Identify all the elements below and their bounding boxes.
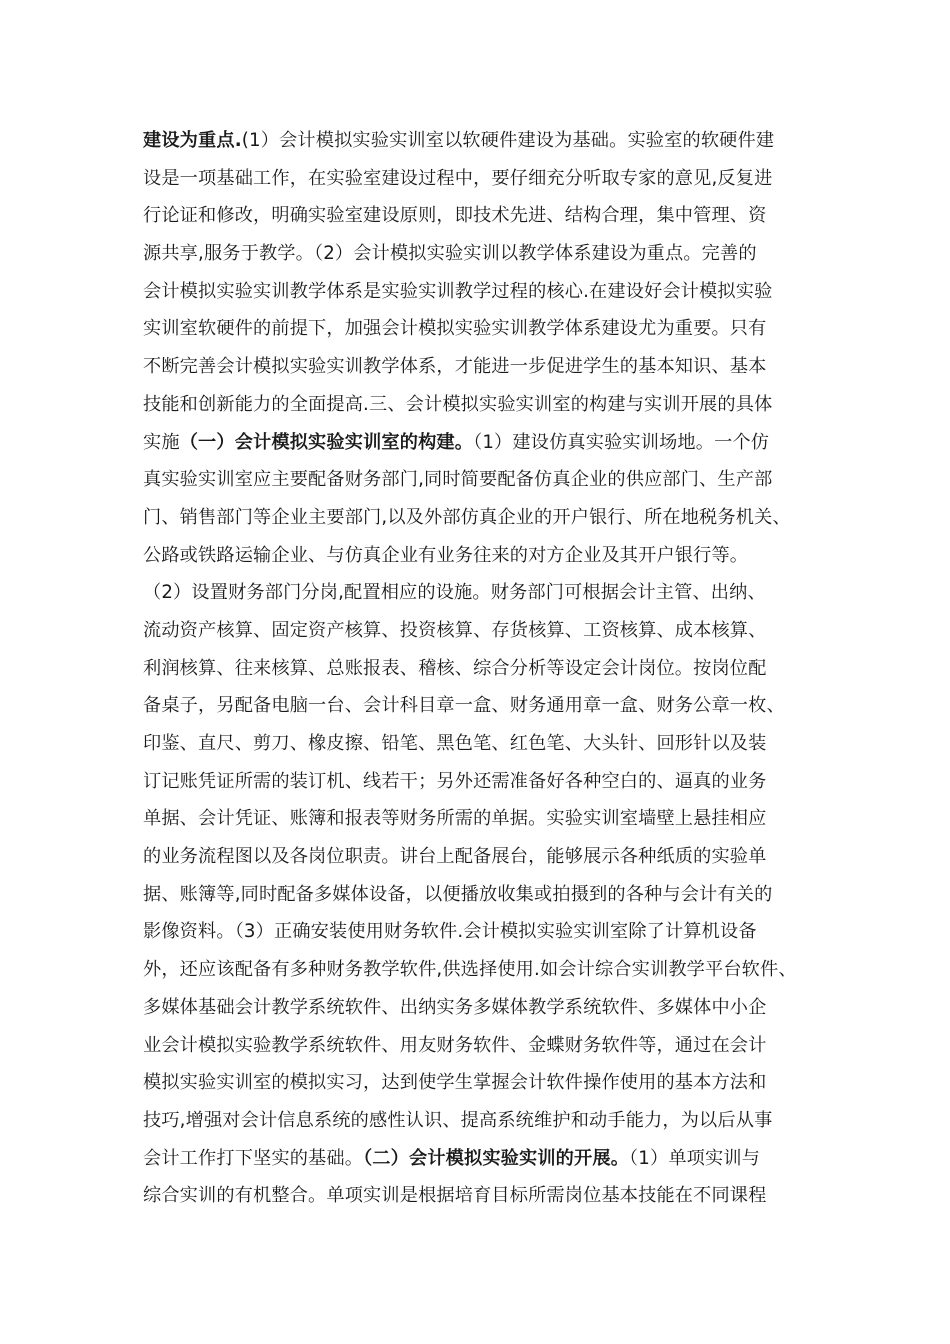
text-segment: 实训室软硬件的前提下，加强会计模拟实验实训教学体系建设尤为重要。只有 bbox=[143, 318, 767, 340]
text-line bbox=[143, 424, 843, 462]
text-line bbox=[143, 348, 843, 386]
text-line bbox=[143, 876, 843, 914]
text-segment: 会计工作打下坚实的基础。 bbox=[143, 1147, 364, 1169]
text-line bbox=[143, 160, 843, 198]
text-line bbox=[143, 1102, 843, 1140]
text-line bbox=[143, 951, 843, 989]
text-segment: 技巧,增强对会计信息系统的感性认识、提高系统维护和动手能力，为以后从事 bbox=[143, 1109, 773, 1131]
text-segment: 的业务流程图以及各岗位职责。讲台上配备展台，能够展示各种纸质的实验单 bbox=[143, 846, 767, 868]
text-line bbox=[143, 310, 843, 348]
text-segment: 源共享,服务于教学。（2）会计模拟实验实训以教学体系建设为重点。完善的 bbox=[143, 243, 757, 265]
text-segment: 印鉴、直尺、剪刀、橡皮擦、铅笔、黑色笔、红色笔、大头针、回形针以及装 bbox=[143, 733, 767, 754]
text-segment: 外，还应该配备有多种财务教学软件,供选择使用.如会计综合实训教学平台软件、 bbox=[143, 959, 797, 981]
text-segment: 综合实训的有机整合。单项实训是根据培育目标所需岗位基本技能在不同课程 bbox=[143, 1185, 767, 1207]
text-line bbox=[143, 650, 843, 688]
bold-text-segment: （一）会计模拟实验实训室的构建。 bbox=[179, 431, 474, 453]
text-line bbox=[143, 800, 843, 838]
text-line bbox=[143, 763, 843, 801]
text-segment: 业会计模拟实验教学系统软件、用友财务软件、金蝶财务软件等，通过在会计 bbox=[143, 1034, 767, 1056]
text-segment: 订记账凭证所需的装订机、线若干；另外还需准备好各种空白的、逼真的业务 bbox=[143, 770, 767, 792]
text-line bbox=[143, 687, 843, 725]
text-line bbox=[143, 913, 843, 951]
text-line bbox=[143, 197, 843, 235]
text-line bbox=[143, 612, 843, 650]
text-line bbox=[143, 838, 843, 876]
text-line bbox=[143, 1027, 843, 1065]
text-segment: 据、账簿等,同时配备多媒体设备，以便播放收集或拍摄到的各种与会计有关的 bbox=[143, 883, 773, 905]
bold-text-segment: （二）会计模拟实验实训的开展。 bbox=[363, 1147, 630, 1169]
text-segment: (1）会计模拟实验实训室以软硬件建设为基础。实验室的软硬件建 bbox=[241, 130, 775, 151]
text-segment: 会计模拟实验实训教学体系是实验实训教学过程的核心.在建设好会计模拟实验 bbox=[143, 280, 773, 302]
text-line bbox=[143, 989, 843, 1027]
text-line bbox=[143, 1177, 843, 1215]
text-segment: 门、销售部门等企业主要部门,以及外部仿真企业的开户银行、所在地税务机关、 bbox=[143, 506, 791, 528]
text-line bbox=[143, 1064, 843, 1102]
text-segment: 多媒体基础会计教学系统软件、出纳实务多媒体教学系统软件、多媒体中小企 bbox=[143, 996, 767, 1018]
text-segment: 实施 bbox=[143, 431, 180, 453]
text-segment: （1）建设仿真实验实训场地。一个仿 bbox=[473, 431, 770, 453]
text-segment: 利润核算、往来核算、总账报表、稽核、综合分析等设定会计岗位。按岗位配 bbox=[143, 657, 767, 679]
text-segment: （2）设置财务部门分岗,配置相应的设施。财务部门可根据会计主管、出纳、 bbox=[143, 582, 766, 604]
text-line bbox=[143, 235, 843, 273]
text-line bbox=[143, 499, 843, 537]
text-segment: 单据、会计凭证、账簿和报表等财务所需的单据。实验实训室墙壁上悬挂相应 bbox=[143, 808, 767, 830]
text-segment: 流动资产核算、固定资产核算、投资核算、存货核算、工资核算、成本核算、 bbox=[143, 619, 767, 641]
text-line bbox=[143, 725, 843, 763]
body-text bbox=[143, 122, 843, 1215]
text-line bbox=[143, 461, 843, 499]
text-line bbox=[143, 574, 843, 612]
text-line bbox=[143, 537, 843, 575]
text-segment: 备桌子，另配备电脑一台、会计科目章一盒、财务通用章一盒、财务公章一枚、 bbox=[143, 695, 785, 717]
text-segment: 技能和创新能力的全面提高.三、会计模拟实验实训室的构建与实训开展的具体 bbox=[143, 393, 773, 415]
text-segment: 真实验实训室应主要配备财务部门,同时简要配备仿真企业的供应部门、生产部 bbox=[143, 469, 773, 491]
text-line bbox=[143, 273, 843, 311]
text-line bbox=[143, 122, 843, 160]
text-segment: （1）单项实训与 bbox=[629, 1147, 761, 1169]
text-line bbox=[143, 386, 843, 424]
text-segment: 不断完善会计模拟实验实训教学体系，才能进一步促进学生的基本知识、基本 bbox=[143, 356, 767, 378]
text-segment: 影像资料。（3）正确安装使用财务软件.会计模拟实验实训室除了计算机设备 bbox=[143, 921, 757, 943]
text-segment: 公路或铁路运输企业、与仿真企业有业务往来的对方企业及其开户银行等。 bbox=[143, 544, 749, 566]
bold-text-segment: 建设为重点. bbox=[143, 130, 242, 151]
text-segment: 行论证和修改，明确实验室建设原则，即技术先进、结构合理，集中管理、资 bbox=[143, 205, 767, 227]
text-segment: 模拟实验实训室的模拟实习，达到使学生掌握会计软件操作使用的基本方法和 bbox=[143, 1072, 767, 1094]
text-segment: 设是一项基础工作，在实验室建设过程中，要仔细充分听取专家的意见,反复进 bbox=[143, 167, 773, 189]
text-line bbox=[143, 1140, 843, 1178]
